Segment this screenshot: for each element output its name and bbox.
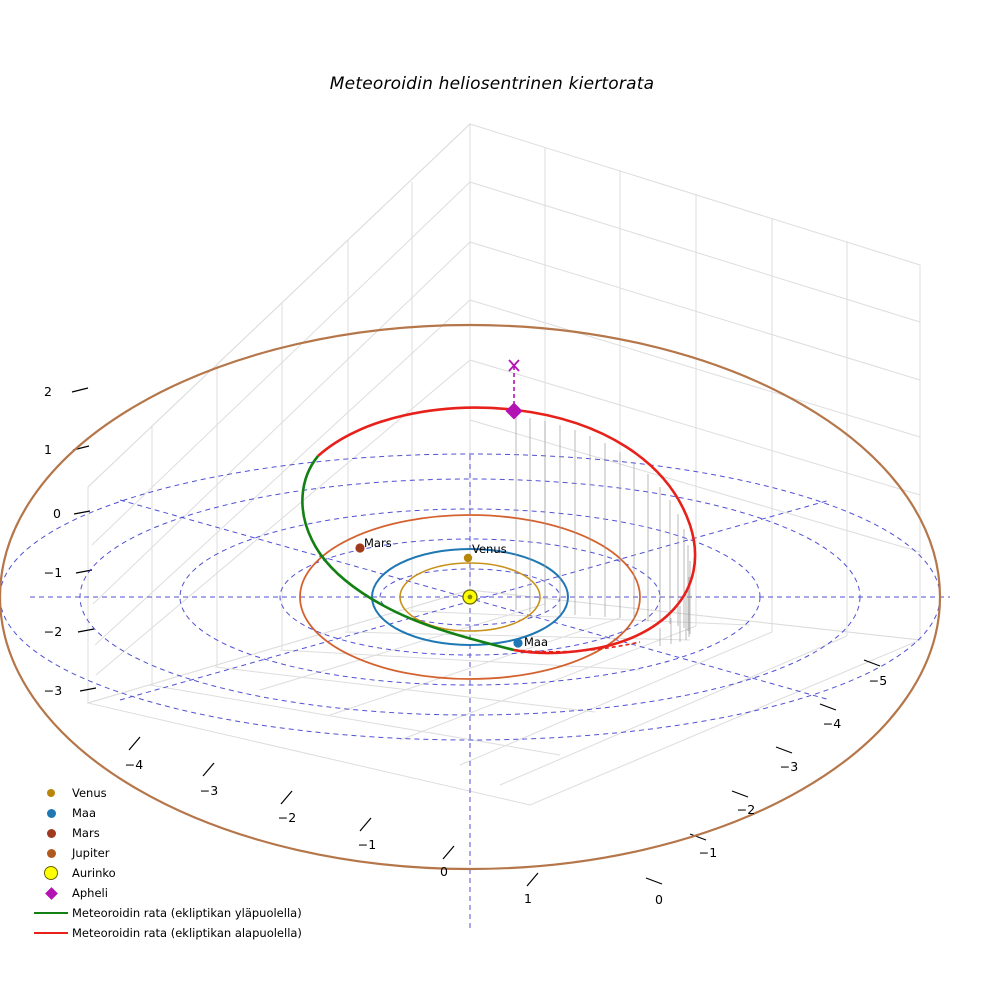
tick-br-3: −2 [736, 802, 756, 817]
legend-label-jupiter: Jupiter [72, 846, 110, 860]
tick-bl-3: −1 [357, 837, 377, 852]
legend-marker-maa [30, 809, 72, 818]
legend-label-orbit-below: Meteoroidin rata (ekliptikan alapuolella) [72, 926, 302, 940]
tick-br-0: −5 [868, 673, 888, 688]
legend-item-venus [30, 783, 360, 803]
legend-item-jupiter [30, 843, 360, 863]
tick-left-3: −1 [43, 565, 63, 580]
legend-label-apheli: Apheli [72, 886, 108, 900]
legend-item-apheli [30, 883, 360, 903]
chart-title: Meteoroidin heliosentrinen kiertorata [329, 74, 655, 94]
legend-marker-aurinko [30, 866, 72, 880]
body-sun [463, 590, 477, 604]
legend-item-aurinko [30, 863, 360, 883]
axis-bottom-right-tick-labels [655, 673, 887, 907]
label-venus: Venus [472, 542, 507, 556]
tick-bl-5: 1 [524, 891, 532, 906]
tick-left-4: −2 [43, 624, 63, 639]
aphelion-group [506, 360, 523, 419]
legend-marker-apheli [30, 889, 72, 898]
legend-label-orbit-above: Meteoroidin rata (ekliptikan yläpuolella) [72, 906, 302, 920]
axes-3d-panes [88, 124, 920, 805]
legend-marker-venus [30, 789, 72, 797]
label-maa: Maa [524, 635, 549, 649]
legend-label-mars: Mars [72, 826, 100, 840]
meteoroid-orbit-below-ecliptic [318, 408, 695, 653]
tick-br-4: −1 [698, 845, 718, 860]
tick-bl-0: −4 [124, 757, 144, 772]
legend-item-orbit-above [30, 903, 360, 923]
tick-br-1: −4 [822, 716, 842, 731]
legend-item-mars [30, 823, 360, 843]
tick-bl-4: 0 [440, 864, 448, 879]
tick-left-5: −3 [43, 683, 63, 698]
chart-legend [30, 783, 360, 943]
tick-br-5: 0 [655, 892, 663, 907]
axis-left-tick-labels [44, 384, 62, 698]
tick-bl-1: −3 [199, 783, 219, 798]
body-earth-marker [513, 638, 522, 647]
label-mars: Mars [364, 536, 392, 550]
legend-label-venus: Venus [72, 786, 107, 800]
tick-left-1: 1 [44, 442, 52, 457]
tick-left-2: 0 [53, 506, 61, 521]
legend-marker-jupiter [30, 849, 72, 858]
legend-line-orbit-above [30, 912, 72, 914]
body-venus-marker [464, 554, 472, 562]
tick-left-0: 2 [44, 384, 52, 399]
legend-label-aurinko: Aurinko [72, 866, 116, 880]
aphelion-diamond-marker [506, 403, 523, 420]
legend-line-orbit-below [30, 932, 72, 934]
tick-br-2: −3 [779, 759, 799, 774]
legend-marker-mars [30, 829, 72, 838]
legend-item-maa [30, 803, 360, 823]
legend-item-orbit-below [30, 923, 360, 943]
tick-bl-2: −2 [277, 810, 297, 825]
legend-label-maa: Maa [72, 806, 97, 820]
